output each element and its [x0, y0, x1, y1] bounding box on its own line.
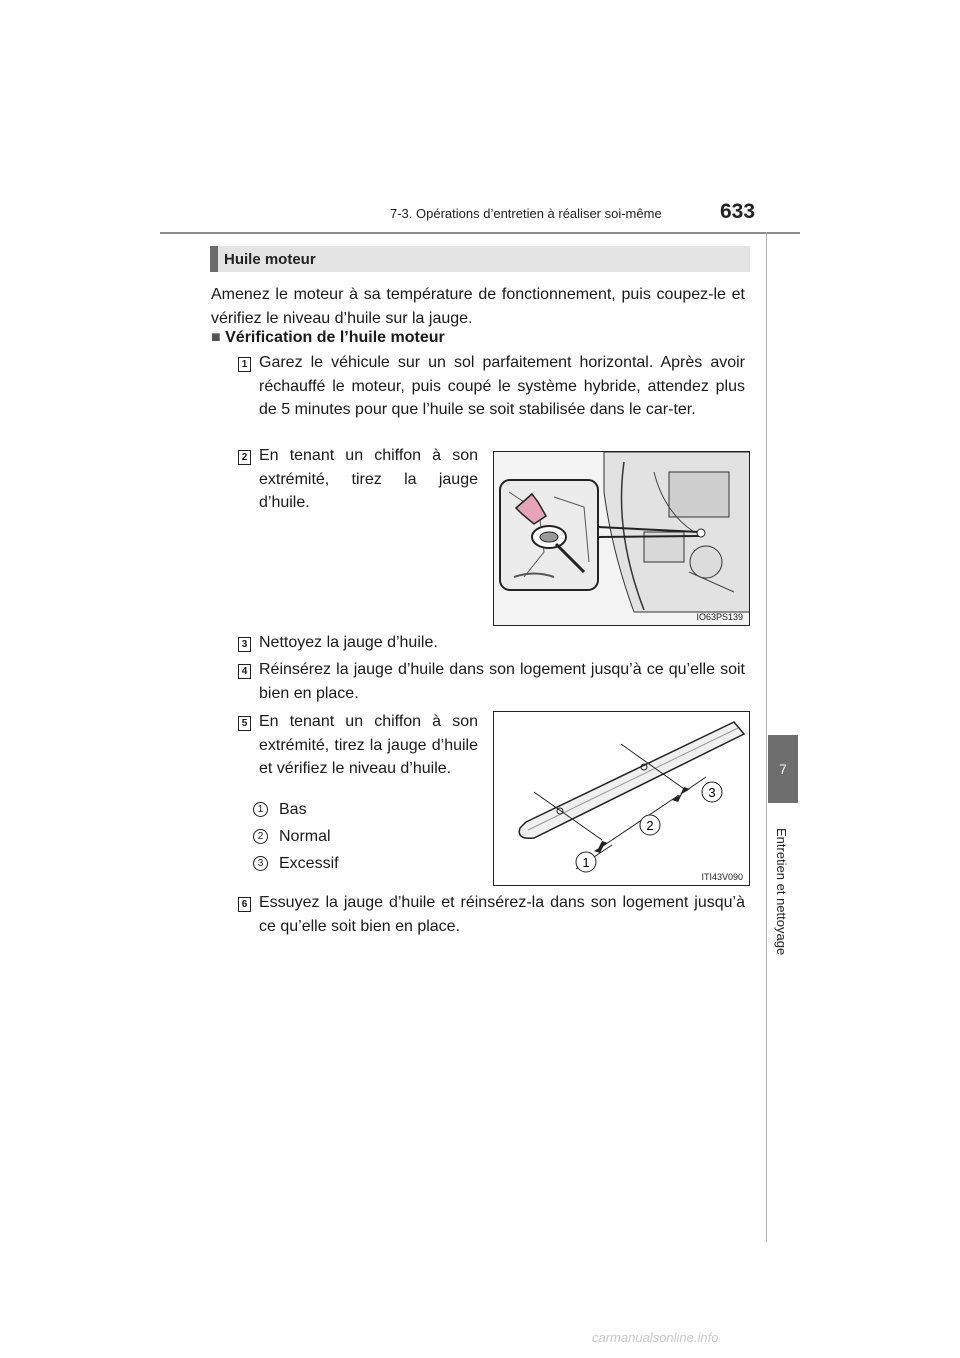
step-number-3: 3 [238, 637, 251, 652]
level-number-1: 1 [253, 802, 268, 817]
step-text-5: En tenant un chiffon à son extrémité, tirez la jauge d’huile et vérifiez le niveau d’huile. [259, 713, 478, 777]
dipstick-callout-3: 3 [708, 785, 716, 800]
level-label-excessive: Excessif [279, 855, 339, 872]
dipstick-callout-2: 2 [646, 818, 654, 833]
step-number-6: 6 [238, 897, 251, 912]
header-rule [160, 232, 800, 234]
level-label-low: Bas [279, 801, 307, 818]
dipstick-callout-1: 1 [582, 855, 590, 870]
dipstick-figure [493, 711, 750, 886]
level-label-normal: Normal [279, 828, 331, 845]
engine-illustration [494, 452, 750, 626]
step-number-5: 5 [238, 716, 251, 731]
step-number-2: 2 [238, 450, 251, 465]
step-text-4: Réinsérez la jauge d’huile dans son logement jusqu’à ce qu’elle soit bien en place. [259, 661, 745, 702]
level-number-3: 3 [253, 856, 268, 871]
chapter-title: 7-3. Opérations d’entretien à réaliser soi-même [390, 206, 662, 221]
level-number-2: 2 [253, 829, 268, 844]
step-text-3: Nettoyez la jauge d’huile. [259, 634, 438, 651]
step-text-6: Essuyez la jauge d’huile et réinsérez-la dans son logement jusqu’à ce qu’elle soit bien en place. [259, 894, 745, 935]
subheading-text: Vérification de l’huile moteur [225, 329, 445, 346]
chapter-tab-label: Entretien et nettoyage [774, 828, 789, 956]
chapter-tab: 7 [768, 735, 798, 803]
intro-paragraph: Amenez le moteur à sa température de fonctionnement, puis coupez-le et vérifiez le niveau d’huile sur la jauge. [211, 286, 745, 327]
step-number-1: 1 [238, 357, 251, 372]
dipstick-illustration [494, 712, 750, 886]
section-title: Huile moteur [224, 251, 316, 268]
figure-code: ITI43V090 [701, 872, 743, 882]
step-number-4: 4 [238, 664, 251, 679]
engine-compartment-figure [493, 451, 750, 626]
step-text-1: Garez le véhicule sur un sol parfaitement horizontal. Après avoir réchauffé le moteur, puis coupé le système hybride, attendez plus de 5 minutes pour que l’huile se soit stabilisée dans le car-ter. [259, 354, 745, 418]
page-number: 633 [720, 200, 756, 223]
figure-code: IO63PS139 [696, 612, 743, 622]
subheading [211, 329, 445, 347]
watermark: carmanualsonline.info [592, 1330, 719, 1345]
step-text-2: En tenant un chiffon à son extrémité, tirez la jauge d’huile. [259, 447, 478, 511]
subheading-marker: ■ [211, 329, 221, 346]
side-rule [766, 232, 767, 1242]
